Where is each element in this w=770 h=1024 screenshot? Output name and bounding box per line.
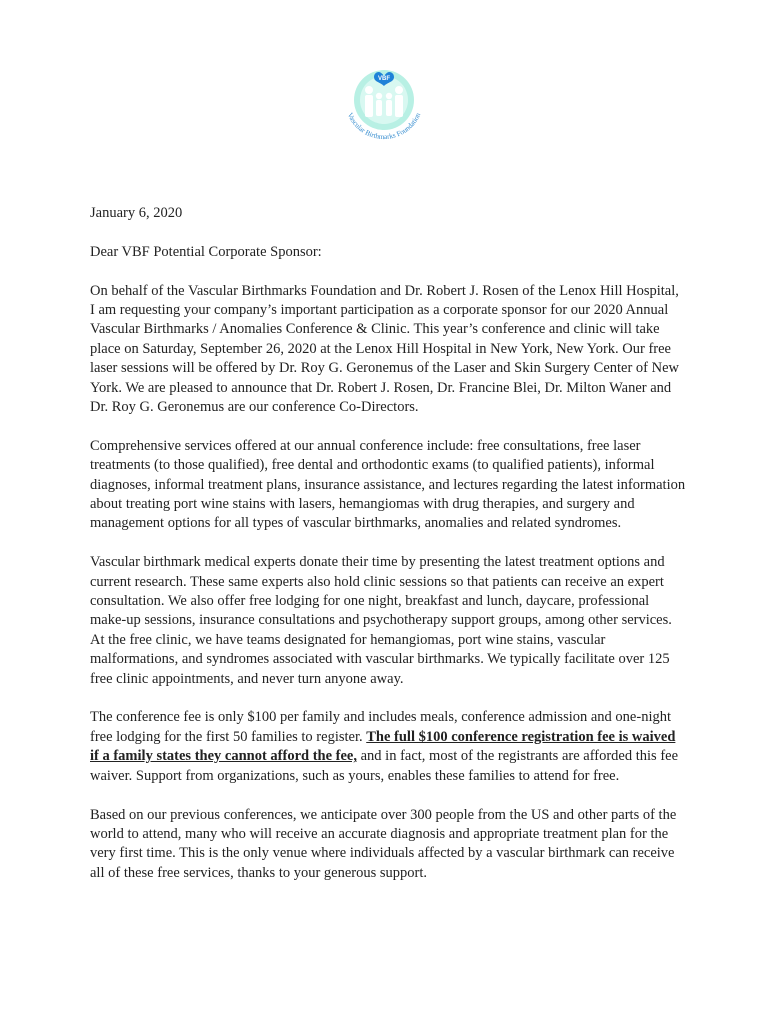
fee-waiver-emphasis: The full $100 conference registration fee is waived if a family states they cannot afford the fee, [90, 728, 676, 765]
vbf-logo [336, 62, 432, 146]
paragraph-closing: Based on our previous conferences, we anticipate over 300 people from the US and other parts of the world to attend, many who will receive an accurate diagnosis and appropriate treatment plan for the very first time. This is the only venue where individuals affected by a vascular birthmark can receive all of these free services, thanks to your generous support. [90, 806, 677, 881]
paragraph-services: Comprehensive services offered at our annual conference include: free consultations, free laser treatments (to those qualified), free dental and orthodontic exams (to qualified patients), informal diagnoses, informal treatment plans, insurance assistance, and lectures regarding the latest information about treating port wine stains with lasers, hemangiomas with drug therapies, and surgery and management options for all types of vascular birthmarks, anomalies and related syndromes. [90, 437, 686, 532]
letter-date: January 6, 2020 [90, 205, 183, 221]
paragraph-sponsorship-request: On behalf of the Vascular Birthmarks Foundation and Dr. Robert J. Rosen of the Lenox Hill Hospital, I am requesting your company’s important participation as a corporate sponsor for our 2020 Annual Vascular Birthmarks / Anomalies Conference & Clinic. This year’s conference and clinic will take place on Saturday, September 26, 2020 at the Lenox Hill Hospital in New York, New York. Our free laser sessions will be offered by Dr. Roy G. Geronemus of the Laser and Skin Surgery Center of New York. We are pleased to announce that Dr. Robert J. Rosen, Dr. Francine Blei, Dr. Milton Waner and Dr. Roy G. Geronemus are our conference Co-Directors. [90, 282, 680, 416]
letter-salutation: Dear VBF Potential Corporate Sponsor: [90, 243, 322, 260]
fee-text-before: The conference fee is only $100 per family and includes meals, conference admission and one-night free lodging for the first 50 families to register. [90, 709, 671, 745]
paragraph-experts: Vascular birthmark medical experts donate their time by presenting the latest treatment options and current research. These same experts also hold clinic sessions so that patients can receive an expert consultation. We also offer free lodging for one night, breakfast and lunch, daycare, professional make-up sessions, insurance consultations and psychotherapy support groups, among other services. At the free clinic, we have teams designated for hemangiomas, port wine stains, vascular malformations, and syndromes associated with vascular birthmarks. We typically facilitate over 125 free clinic appointments, and never turn anyone away. [90, 554, 672, 687]
logo-ring-text: Vascular Birthmarks Foundation [345, 111, 423, 142]
letter-body [90, 204, 686, 903]
fee-text-after: and in fact, most of the registrants are afforded this fee waiver. Support from organizations, such as yours, enables these families to attend for free. [90, 748, 679, 784]
logo-badge-text: VBF [378, 76, 390, 82]
paragraph-conference-fee [90, 708, 686, 786]
